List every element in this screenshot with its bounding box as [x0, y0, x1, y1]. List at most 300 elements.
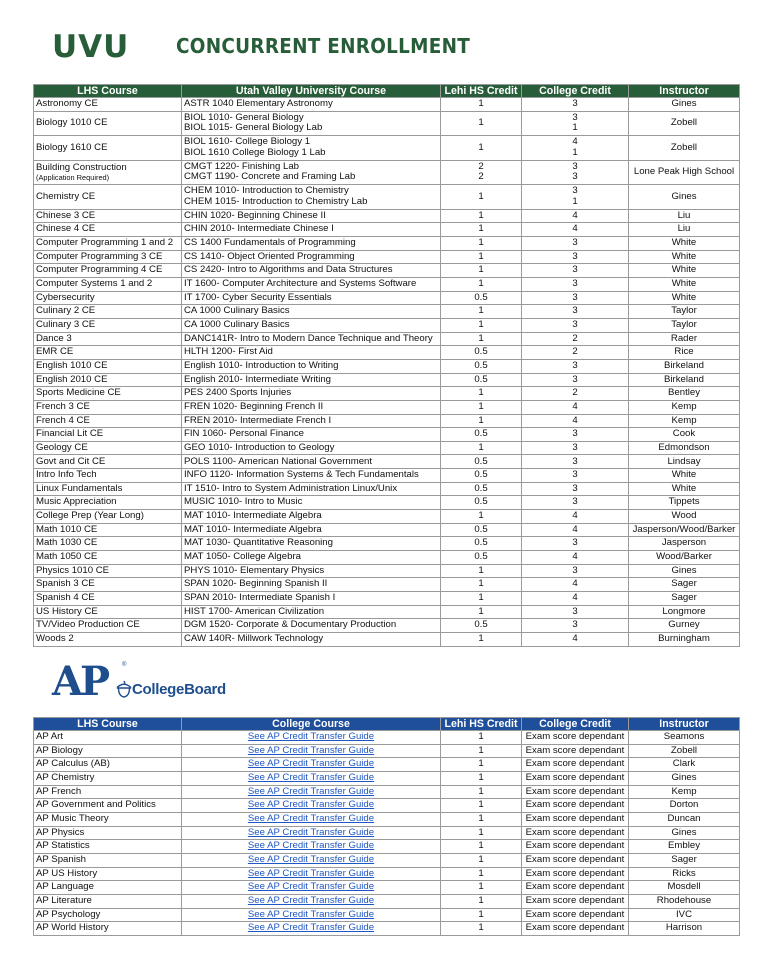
lhs-course-cell: AP Chemistry [34, 771, 182, 785]
instructor-cell: Liu [629, 223, 740, 237]
page-header [52, 28, 732, 64]
college-credit-cell: Exam score dependant [522, 922, 629, 936]
ap-credit-transfer-guide-link[interactable]: See AP Credit Transfer Guide [247, 826, 375, 838]
ap-credit-transfer-guide-link[interactable]: See AP Credit Transfer Guide [247, 758, 375, 770]
column-header: College Credit [522, 718, 629, 731]
lhs-course-cell: AP Statistics [34, 840, 182, 854]
uvu-course-name: HLTH 1200- First Aid [184, 346, 273, 358]
hs-credit-cell [441, 455, 522, 469]
lhs-course-cell [34, 510, 182, 524]
hs-credit-cell [441, 291, 522, 305]
college-credit-value: 4 [572, 592, 578, 604]
hs-credit-cell [441, 564, 522, 578]
lhs-course-cell [34, 633, 182, 647]
hs-credit-value: 1 [478, 387, 484, 399]
hs-credit-cell [441, 209, 522, 223]
uvu-course-cell [182, 592, 441, 606]
instructor-cell: Lindsay [629, 455, 740, 469]
college-credit-value: 3 [572, 111, 578, 123]
college-course-cell [182, 731, 441, 745]
lhs-course-cell [34, 185, 182, 210]
college-credit-cell [522, 291, 629, 305]
hs-credit-cell [441, 428, 522, 442]
table-row [34, 428, 740, 442]
hs-credit-cell [441, 537, 522, 551]
table-row [34, 785, 740, 799]
college-credit-value: 3 [572, 455, 578, 467]
college-credit-cell [522, 441, 629, 455]
ap-credit-transfer-guide-link[interactable]: See AP Credit Transfer Guide [247, 894, 375, 906]
hs-credit-value: 1 [478, 305, 484, 317]
instructor-cell: Gines [629, 771, 740, 785]
hs-credit-cell [441, 496, 522, 510]
college-credit-value: 3 [572, 619, 578, 631]
college-credit-cell: Exam score dependant [522, 894, 629, 908]
uvu-course-cell [182, 185, 441, 210]
lhs-course-cell [34, 455, 182, 469]
hs-credit-cell [441, 523, 522, 537]
uvu-course-cell [182, 277, 441, 291]
college-credit-cell [522, 236, 629, 250]
uvu-course-cell [182, 564, 441, 578]
instructor-cell: Gines [629, 826, 740, 840]
college-credit-cell [522, 523, 629, 537]
college-credit-cell [522, 305, 629, 319]
hs-credit-cell: 1 [441, 826, 522, 840]
table-row [34, 908, 740, 922]
instructor-cell: White [629, 250, 740, 264]
registered-mark: ® [122, 662, 127, 668]
hs-credit-cell [441, 136, 522, 161]
hs-credit-value: 0.5 [474, 291, 488, 303]
college-credit-cell: Exam score dependant [522, 867, 629, 881]
ap-credit-transfer-guide-link[interactable]: See AP Credit Transfer Guide [247, 785, 375, 797]
table-row [34, 359, 740, 373]
hs-credit-value: 1 [478, 141, 484, 153]
table-row [34, 826, 740, 840]
lhs-course-cell: AP Art [34, 731, 182, 745]
uvu-course-name: CS 2420- Intro to Algorithms and Data Structures [184, 264, 393, 276]
hs-credit-value: 1 [478, 592, 484, 604]
table-header-row [34, 718, 740, 731]
instructor-cell: Wood/Barker [629, 551, 740, 565]
hs-credit-value: 1 [478, 223, 484, 235]
college-course-cell [182, 812, 441, 826]
lhs-course-name: Computer Programming 3 CE [36, 250, 163, 262]
lhs-course-cell: AP US History [34, 867, 182, 881]
hs-credit-value: 1 [478, 264, 484, 276]
hs-credit-cell [441, 250, 522, 264]
ap-credit-transfer-guide-link[interactable]: See AP Credit Transfer Guide [247, 812, 375, 824]
college-credit-value: 3 [572, 185, 578, 197]
table-row [34, 318, 740, 332]
lhs-course-name: Math 1030 CE [36, 537, 98, 549]
uvu-course-cell [182, 537, 441, 551]
uvu-course-name: HIST 1700- American Civilization [184, 605, 325, 617]
hs-credit-value: 0.5 [474, 496, 488, 508]
college-credit-cell [522, 496, 629, 510]
college-credit-value: 3 [572, 98, 578, 110]
lhs-course-name: French 4 CE [36, 414, 90, 426]
lhs-course-cell [34, 346, 182, 360]
table-row [34, 578, 740, 592]
instructor-cell: Cook [629, 428, 740, 442]
lhs-course-cell [34, 318, 182, 332]
lhs-course-cell [34, 496, 182, 510]
uvu-course-name: GEO 1010- Introduction to Geology [184, 441, 335, 453]
college-credit-value: 3 [572, 469, 578, 481]
instructor-cell: Rice [629, 346, 740, 360]
uvu-course-name: PHYS 1010- Elementary Physics [184, 564, 325, 576]
table-row [34, 185, 740, 210]
table-row [34, 510, 740, 524]
college-credit-cell [522, 209, 629, 223]
hs-credit-value: 1 [478, 564, 484, 576]
uvu-course-cell [182, 373, 441, 387]
instructor-cell: Jasperson [629, 537, 740, 551]
uvu-course-cell [182, 346, 441, 360]
instructor-cell: Bentley [629, 387, 740, 401]
college-credit-cell: Exam score dependant [522, 744, 629, 758]
instructor-cell: Embley [629, 840, 740, 854]
college-credit-value: 3 [572, 496, 578, 508]
hs-credit-cell [441, 277, 522, 291]
college-credit-cell [522, 277, 629, 291]
college-credit-cell: Exam score dependant [522, 853, 629, 867]
lhs-course-name: College Prep (Year Long) [36, 510, 144, 522]
lhs-course-name: Music Appreciation [36, 496, 117, 508]
uvu-course-cell [182, 291, 441, 305]
ap-credit-transfer-guide-link[interactable]: See AP Credit Transfer Guide [247, 853, 375, 865]
table-row [34, 305, 740, 319]
college-credit-cell [522, 510, 629, 524]
uvu-course-cell [182, 455, 441, 469]
instructor-cell: White [629, 482, 740, 496]
lhs-course-name: Physics 1010 CE [36, 564, 110, 576]
lhs-course-note: (Application Required) [36, 173, 110, 183]
table-row [34, 619, 740, 633]
table-row [34, 523, 740, 537]
lhs-course-cell [34, 373, 182, 387]
hs-credit-cell [441, 551, 522, 565]
lhs-course-cell [34, 209, 182, 223]
hs-credit-cell [441, 264, 522, 278]
lhs-course-name: Biology 1610 CE [36, 141, 108, 153]
college-credit-cell [522, 111, 629, 136]
lhs-course-cell [34, 98, 182, 112]
uvu-course-name: IT 1510- Intro to System Administration Linux/Unix [184, 482, 398, 494]
college-credit-cell [522, 318, 629, 332]
uvu-logo: UVU [52, 29, 130, 65]
college-credit-cell: Exam score dependant [522, 826, 629, 840]
uvu-course-name: MAT 1010- Intermediate Algebra [184, 523, 322, 535]
lhs-course-name: Culinary 2 CE [36, 305, 96, 317]
instructor-cell: Lone Peak High School [629, 160, 740, 185]
lhs-course-name: US History CE [36, 605, 98, 617]
lhs-course-cell [34, 428, 182, 442]
lhs-course-cell [34, 482, 182, 496]
lhs-course-name: Financial Lit CE [36, 428, 104, 440]
lhs-course-name: Biology 1010 CE [36, 117, 108, 129]
column-header: Utah Valley University Course [182, 85, 441, 98]
college-credit-value: 2 [572, 346, 578, 358]
college-credit-value: 3 [572, 428, 578, 440]
lhs-course-name: Math 1050 CE [36, 551, 98, 563]
uvu-course-name: BIOL 1010- General Biology [184, 111, 304, 123]
lhs-course-cell [34, 441, 182, 455]
uvu-course-name: FREN 1020- Beginning French II [184, 400, 324, 412]
ap-collegeboard-logo [52, 660, 252, 704]
lhs-course-name: Sports Medicine CE [36, 387, 121, 399]
hs-credit-value: 0.5 [474, 482, 488, 494]
hs-credit-value: 1 [478, 277, 484, 289]
uvu-course-name: SPAN 2010- Intermediate Spanish I [184, 592, 336, 604]
uvu-course-cell [182, 619, 441, 633]
hs-credit-value: 0.5 [474, 619, 488, 631]
college-credit-value: 1 [572, 195, 578, 207]
college-credit-value: 4 [572, 510, 578, 522]
college-credit-cell [522, 537, 629, 551]
ap-credit-transfer-guide-link[interactable]: See AP Credit Transfer Guide [247, 922, 375, 934]
hs-credit-value: 1 [478, 414, 484, 426]
uvu-course-name: CHEM 1015- Introduction to Chemistry Lab [184, 195, 368, 207]
lhs-course-name: French 3 CE [36, 400, 90, 412]
table-row [34, 799, 740, 813]
instructor-cell: White [629, 291, 740, 305]
uvu-course-cell [182, 359, 441, 373]
hs-credit-cell [441, 111, 522, 136]
column-header: Instructor [629, 718, 740, 731]
lhs-course-cell [34, 136, 182, 161]
hs-credit-cell [441, 441, 522, 455]
column-header: Instructor [629, 85, 740, 98]
instructor-cell: Zobell [629, 111, 740, 136]
lhs-course-cell [34, 605, 182, 619]
college-course-cell [182, 785, 441, 799]
concurrent-enrollment-table [33, 84, 740, 647]
ap-credit-transfer-guide-link[interactable]: See AP Credit Transfer Guide [247, 908, 375, 920]
lhs-course-name: Computer Programming 4 CE [36, 264, 163, 276]
lhs-course-name: Govt and Cit CE [36, 455, 106, 467]
college-credit-value: 3 [572, 250, 578, 262]
hs-credit-value: 1 [478, 510, 484, 522]
lhs-course-name: Woods 2 [36, 633, 74, 645]
hs-credit-value: 1 [478, 400, 484, 412]
college-credit-cell [522, 564, 629, 578]
table-row [34, 136, 740, 161]
college-credit-value: 3 [572, 564, 578, 576]
ap-credit-transfer-guide-link[interactable]: See AP Credit Transfer Guide [247, 881, 375, 893]
instructor-cell: Taylor [629, 318, 740, 332]
lhs-course-cell [34, 564, 182, 578]
lhs-course-cell: AP Literature [34, 894, 182, 908]
lhs-course-cell [34, 223, 182, 237]
instructor-cell: Gurney [629, 619, 740, 633]
hs-credit-cell [441, 400, 522, 414]
lhs-course-name: English 2010 CE [36, 373, 108, 385]
uvu-course-cell [182, 414, 441, 428]
uvu-course-cell [182, 510, 441, 524]
college-credit-cell: Exam score dependant [522, 840, 629, 854]
uvu-course-name: IT 1700- Cyber Security Essentials [184, 291, 332, 303]
table-row [34, 160, 740, 185]
college-credit-cell [522, 605, 629, 619]
page-title: CONCURRENT ENROLLMENT [176, 34, 471, 58]
lhs-course-name: Geology CE [36, 441, 88, 453]
college-credit-cell [522, 373, 629, 387]
hs-credit-cell [441, 633, 522, 647]
table-row [34, 605, 740, 619]
uvu-course-cell [182, 400, 441, 414]
college-credit-value: 3 [572, 441, 578, 453]
college-credit-cell [522, 359, 629, 373]
lhs-course-cell: AP Biology [34, 744, 182, 758]
uvu-course-name: MUSIC 1010- Intro to Music [184, 496, 303, 508]
table-row [34, 332, 740, 346]
hs-credit-cell [441, 236, 522, 250]
instructor-cell: White [629, 236, 740, 250]
uvu-course-name: BIOL 1610 College Biology 1 Lab [184, 146, 326, 158]
table-row [34, 482, 740, 496]
lhs-course-name: Chinese 3 CE [36, 209, 96, 221]
college-course-cell [182, 771, 441, 785]
instructor-cell: Harrison [629, 922, 740, 936]
hs-credit-cell: 1 [441, 894, 522, 908]
uvu-course-name: INFO 1120- Information Systems & Tech Fundamentals [184, 469, 419, 481]
ap-credit-transfer-guide-link[interactable]: See AP Credit Transfer Guide [247, 772, 375, 783]
ap-credit-transfer-guide-link[interactable]: See AP Credit Transfer Guide [247, 744, 375, 756]
college-credit-cell: Exam score dependant [522, 771, 629, 785]
college-credit-value: 4 [572, 209, 578, 221]
college-course-cell [182, 799, 441, 813]
hs-credit-cell [441, 592, 522, 606]
instructor-cell: Liu [629, 209, 740, 223]
instructor-cell: Gines [629, 185, 740, 210]
college-course-cell [182, 881, 441, 895]
hs-credit-value: 1 [478, 98, 484, 110]
uvu-course-name: CS 1410- Object Oriented Programming [184, 250, 355, 262]
lhs-course-cell [34, 592, 182, 606]
lhs-course-cell: AP Spanish [34, 853, 182, 867]
table-row [34, 250, 740, 264]
table-row [34, 564, 740, 578]
college-credit-cell: Exam score dependant [522, 785, 629, 799]
uvu-course-name: CMGT 1190- Concrete and Framing Lab [184, 171, 356, 183]
hs-credit-value: 0.5 [474, 523, 488, 535]
lhs-course-cell [34, 277, 182, 291]
hs-credit-cell: 1 [441, 840, 522, 854]
college-credit-cell: Exam score dependant [522, 881, 629, 895]
uvu-course-name: CA 1000 Culinary Basics [184, 318, 290, 330]
uvu-course-cell [182, 605, 441, 619]
hs-credit-cell: 1 [441, 799, 522, 813]
instructor-cell: Wood [629, 510, 740, 524]
table-row [34, 264, 740, 278]
ap-credit-transfer-guide-link[interactable]: See AP Credit Transfer Guide [247, 867, 375, 879]
lhs-course-name: Chemistry CE [36, 190, 96, 202]
table-row [34, 111, 740, 136]
uvu-course-name: DGM 1520- Corporate & Documentary Production [184, 619, 397, 631]
college-credit-value: 4 [572, 633, 578, 645]
college-credit-value: 1 [572, 122, 578, 134]
lhs-course-cell [34, 332, 182, 346]
college-credit-cell [522, 455, 629, 469]
hs-credit-cell: 1 [441, 908, 522, 922]
uvu-course-name: FIN 1060- Personal Finance [184, 428, 304, 440]
college-credit-value: 4 [572, 578, 578, 590]
table-row [34, 922, 740, 936]
table-row [34, 853, 740, 867]
hs-credit-value: 1 [478, 633, 484, 645]
ap-credit-transfer-guide-link[interactable]: See AP Credit Transfer Guide [247, 840, 375, 852]
college-credit-cell [522, 160, 629, 185]
lhs-course-cell [34, 264, 182, 278]
table-row [34, 469, 740, 483]
instructor-cell: IVC [629, 908, 740, 922]
college-credit-cell: Exam score dependant [522, 799, 629, 813]
table-row [34, 236, 740, 250]
hs-credit-value: 1 [478, 441, 484, 453]
hs-credit-cell [441, 346, 522, 360]
college-credit-cell: Exam score dependant [522, 908, 629, 922]
uvu-course-name: FREN 2010- Intermediate French I [184, 414, 332, 426]
instructor-cell: Duncan [629, 812, 740, 826]
table-row [34, 881, 740, 895]
lhs-course-cell [34, 236, 182, 250]
ap-credit-transfer-guide-link[interactable]: See AP Credit Transfer Guide [247, 731, 375, 743]
lhs-course-cell: AP Calculus (AB) [34, 758, 182, 772]
table-row [34, 441, 740, 455]
uvu-course-name: MAT 1050- College Algebra [184, 551, 301, 563]
uvu-course-name: CMGT 1220- Finishing Lab [184, 160, 300, 172]
uvu-course-cell [182, 551, 441, 565]
college-credit-value: 3 [572, 605, 578, 617]
table-row [34, 98, 740, 112]
college-credit-cell [522, 223, 629, 237]
lhs-course-name: Building Construction [36, 161, 127, 173]
table-row [34, 758, 740, 772]
instructor-cell: Birkeland [629, 359, 740, 373]
column-header: LHS Course [34, 85, 182, 98]
uvu-course-cell [182, 482, 441, 496]
instructor-cell: Kemp [629, 785, 740, 799]
hs-credit-value: 1 [478, 190, 484, 202]
hs-credit-cell: 1 [441, 744, 522, 758]
college-credit-value: 4 [572, 414, 578, 426]
lhs-course-name: Spanish 3 CE [36, 578, 95, 590]
uvu-course-cell [182, 633, 441, 647]
instructor-cell: Jasperson/Wood/Barker [629, 523, 740, 537]
table-row [34, 346, 740, 360]
uvu-course-cell [182, 387, 441, 401]
instructor-cell: Sager [629, 853, 740, 867]
uvu-course-cell [182, 496, 441, 510]
lhs-course-name: TV/Video Production CE [36, 619, 140, 631]
college-credit-value: 4 [572, 400, 578, 412]
instructor-cell: White [629, 264, 740, 278]
uvu-course-name: MAT 1010- Intermediate Algebra [184, 510, 322, 522]
hs-credit-value: 0.5 [474, 359, 488, 371]
college-credit-value: 3 [572, 291, 578, 303]
ap-credit-transfer-guide-link[interactable]: See AP Credit Transfer Guide [247, 799, 375, 811]
lhs-course-name: Dance 3 [36, 332, 72, 344]
lhs-course-name: Computer Programming 1 and 2 [36, 237, 174, 248]
uvu-course-cell [182, 209, 441, 223]
table-row [34, 387, 740, 401]
hs-credit-value: 1 [478, 237, 484, 248]
table-row [34, 840, 740, 854]
college-credit-value: 3 [572, 264, 578, 276]
